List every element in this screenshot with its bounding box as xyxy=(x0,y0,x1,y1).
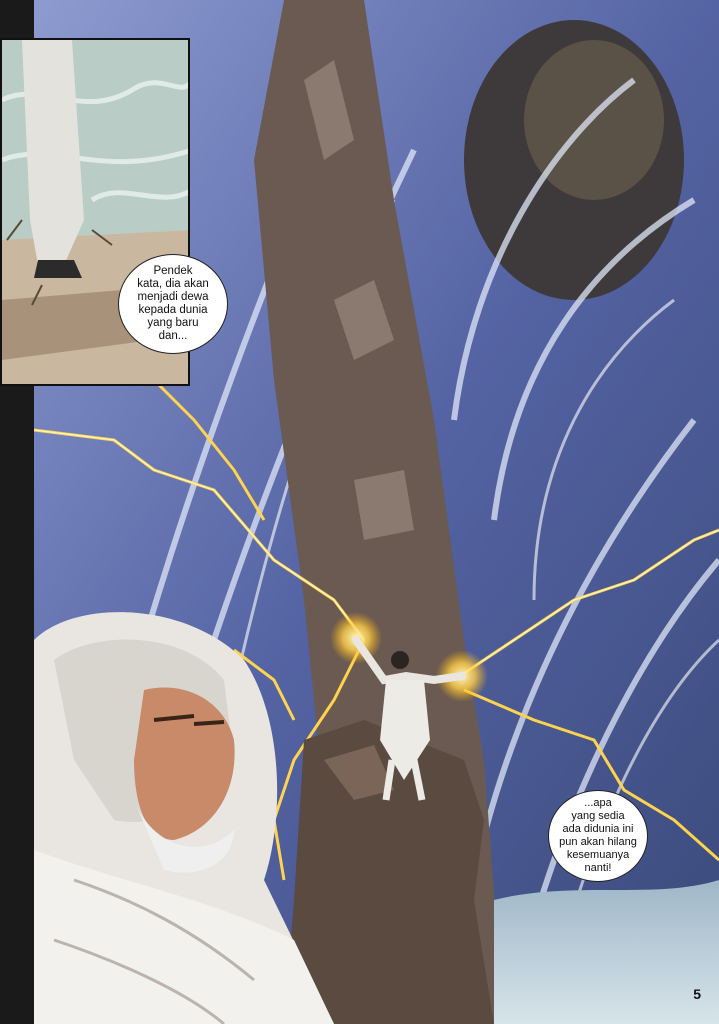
sea-foam xyxy=(494,880,719,1024)
speech-bubble: Pendek kata, dia akan menjadi dewa kepada dunia yang baru dan... xyxy=(118,254,228,354)
speech-bubble: ...apa yang sedia ada didunia ini pun akan hilang kesemuanya nanti! xyxy=(548,790,648,882)
page-number: 5 xyxy=(693,986,701,1002)
